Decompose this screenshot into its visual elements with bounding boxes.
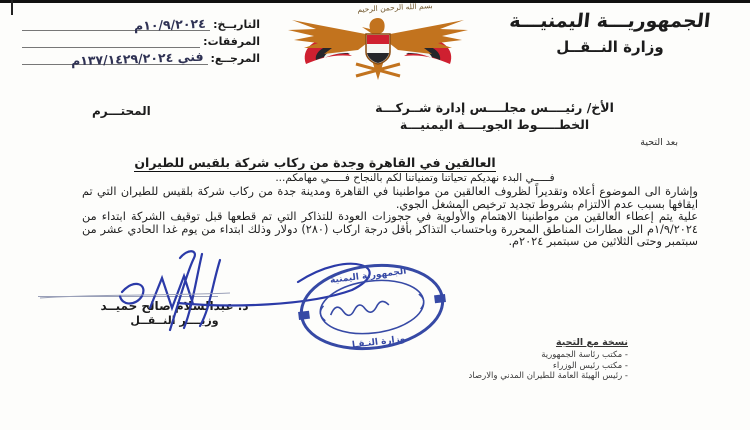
addressee-line2: الخطـــــوط الجويــــة اليمنيـــة	[399, 117, 590, 132]
stamp-bottom-text: وزارة النـقـل	[346, 334, 406, 352]
cc-item: - مكتب رئاسة الجمهورية	[328, 350, 628, 361]
addressee-line1: الأخ/ رئيــــس مجلــــس إدارة شــركـــة	[375, 100, 614, 115]
greeting-line: فـــــي البدء نهديكم تحياتنا وتمنياتنا لكم بالنجاح فـــــي مهامكم...	[275, 172, 555, 184]
scan-top-border	[0, 0, 750, 3]
date-label: التاريــخ:	[213, 18, 260, 31]
cc-block	[328, 337, 628, 382]
letter-body	[82, 186, 698, 249]
reference-label: المرجــع:	[210, 52, 260, 65]
cc-item: - رئيس الهيئة العامة للطيران المدني والارصاد	[328, 371, 628, 382]
minister-title: وزيــــر النــقــل	[130, 314, 219, 327]
attachments-fill-line	[22, 32, 200, 48]
scan-corner-mark	[11, 0, 13, 15]
stamp-top-text: الجمهورية اليمنية	[329, 266, 407, 286]
body-paragraph-2: علية يتم إعطاء العالقين من مواطنينا الاهتمام والأولوية في حجوزات العودة للتذاكر التي تم قطعها قبل توقيف الشركة ابتداء من ١/٩/٢٠٢٤م الى مطارات المناطق المحررة وباحتساب التذاكر بأقل درجة اركاب (٢٨٠) دولار وذلك ابتداء من يوم غدا الحادي عشر من سبتمبر وحتى الثلاثين من سبتمبر ٢٠٢٤م.	[82, 210, 698, 249]
body-paragraph-1: وإشارة الى الموضوع أعلاه وتقديراً لظروف العالقين من مواطنينا في القاهرة ومدينة جدة من ركاب شركة بلقيس للطيران التي تم ايقافها بسبب عدم الالتزام بشروط تجديد ترخيص المشغل الجوي.	[82, 185, 698, 211]
reference-row	[22, 48, 260, 69]
honorific: المحتـــرم	[92, 104, 151, 118]
ministry-name: وزارة النــقــل	[556, 38, 664, 56]
minister-name: د. عبدالسلام صالح حميــد	[100, 299, 249, 313]
cc-item: - مكتب رئيس الوزراء	[328, 361, 628, 372]
subject-line	[80, 155, 550, 170]
yemen-national-emblem-icon	[286, 8, 470, 84]
attachments-label: المرفقات:	[203, 35, 260, 48]
attachments-row	[22, 31, 260, 48]
basmala-text: بسم الله الرحمن الرحيم	[357, 1, 433, 14]
salutation: بعد التحية	[640, 137, 678, 148]
addressee-block	[367, 99, 622, 133]
republic-name: الجمهوريـــة اليمنيـــة	[508, 10, 712, 32]
reference-fill-line	[22, 48, 208, 69]
cc-list	[328, 350, 628, 382]
subject-text: العالقين في القاهرة وجدة من ركاب شركة بلقيس للطيران	[134, 155, 496, 170]
letter-meta-fields	[22, 14, 260, 69]
date-handwritten-value: ١٠/٩/٢٠٢٤م	[134, 15, 207, 34]
date-row	[22, 14, 260, 34]
letterhead-titles	[476, 10, 744, 56]
date-fill-line	[22, 15, 210, 34]
reference-handwritten-value: فني ١٣٧/١٤٢٩/٢٠٢٤م	[70, 48, 204, 69]
cc-heading: نسخة مع التحية	[555, 337, 628, 348]
